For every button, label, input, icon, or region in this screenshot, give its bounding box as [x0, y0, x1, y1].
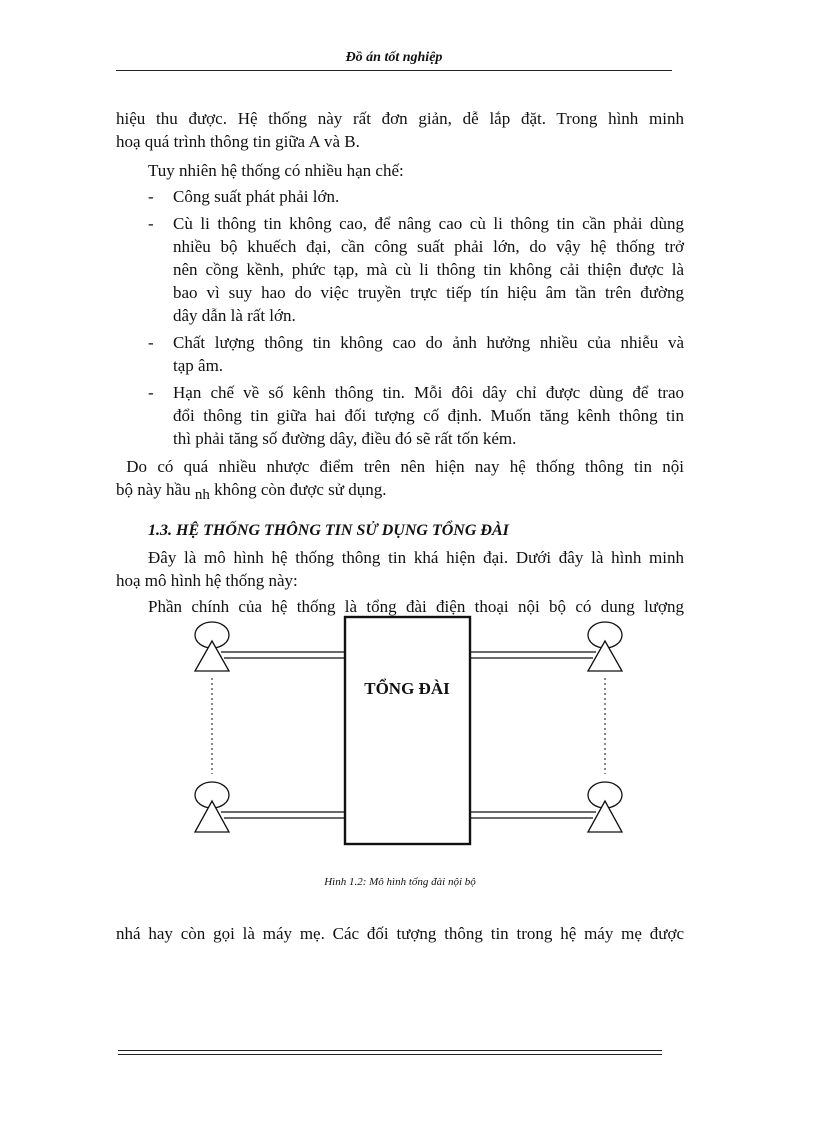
bullet-3-line-2: tạp âm.	[173, 356, 224, 375]
bullet-2-line-2: nhiều bộ khuếch đại, cần công suất phải lớn, do vậy hệ thống trở	[173, 237, 684, 256]
paragraph-3-line-2-end: không còn được sử dụng.	[209, 480, 387, 499]
line-pair-bottom-right	[470, 812, 596, 818]
bullet-dash: -	[148, 333, 154, 352]
line-pair-top-right	[470, 652, 596, 658]
paragraph-3-line-2	[116, 478, 684, 503]
bullet-3-line-1: Chất lượng thông tin không cao do ảnh hưởng nhiều của nhiễu và	[173, 333, 684, 352]
header-rule	[116, 70, 672, 71]
paragraph-3-line-2-start: bộ này hầu	[116, 480, 195, 499]
bullet-dash: -	[148, 214, 154, 233]
bullet-4-line-1: Hạn chế về số kênh thông tin. Mỗi đôi dây chỉ được dùng để trao	[173, 383, 684, 402]
paragraph-5: Phần chính của hệ thống là tổng đài điện thoại nội bộ có dung lượng	[148, 597, 684, 616]
bullet-3	[173, 331, 684, 377]
page-header-title: Đồ án tốt nghiệp	[345, 50, 443, 65]
pbx-box	[345, 617, 470, 844]
paragraph-2: Tuy nhiên hệ thống có nhiều hạn chế:	[148, 161, 404, 180]
paragraph-3-line-1: Do có quá nhiều nhược điểm trên nên hiện nay hệ thống thông tin nội	[116, 457, 684, 476]
paragraph-1-line-2: hoạ quá trình thông tin giữa A và B.	[116, 132, 360, 151]
telephone-icon	[195, 622, 229, 671]
bullet-2-line-5: dây dẫn là rất lớn.	[173, 306, 296, 325]
telephone-icon	[195, 782, 229, 832]
paragraph-4-line-2: hoạ mô hình hệ thống này:	[116, 571, 298, 590]
bullet-2	[173, 212, 684, 327]
bullet-4-line-2: đổi thông tin giữa hai đối tượng cố định. Muốn tăng kênh thông tin	[173, 406, 684, 425]
bullet-dash: -	[148, 187, 154, 206]
bullet-dash: -	[148, 383, 154, 402]
bullet-2-line-1: Cù li thông tin không cao, để nâng cao cù li thông tin cần phải dùng	[173, 214, 684, 233]
telephone-icon	[588, 622, 622, 671]
paragraph-1-line-1: hiệu thu được. Hệ thống này rất đơn giản, dễ lắp đặt. Trong hình minh	[116, 109, 684, 128]
footer-rule	[118, 1050, 662, 1051]
bullet-4-line-3: thì phải tăng số đường dây, điều đó sẽ rất tốn kém.	[173, 429, 517, 448]
bullet-1-line-1: Công suất phát phải lớn.	[173, 187, 340, 206]
telephone-icon	[588, 782, 622, 832]
section-heading: 1.3. HỆ THỐNG THÔNG TIN SỬ DỤNG TỔNG ĐÀI	[148, 522, 509, 539]
pbx-diagram	[180, 612, 640, 852]
figure-caption: Hình 1.2: Mô hình tổng đài nội bộ	[324, 876, 476, 888]
line-pair-top-left	[221, 652, 345, 658]
footer-rule	[118, 1054, 662, 1055]
pbx-label: TỔNG ĐÀI	[364, 679, 450, 698]
bullet-2-line-3: nên cồng kềnh, phức tạp, mà cù li thông tin không cải thiện được là	[173, 260, 684, 279]
bullet-1	[173, 185, 684, 208]
bullet-4	[173, 381, 684, 450]
stray-text-nh: nh	[194, 487, 210, 503]
line-pair-bottom-left	[221, 812, 345, 818]
paragraph-6: nhá hay còn gọi là máy mẹ. Các đối tượng thông tin trong hệ máy mẹ được	[116, 924, 684, 943]
paragraph-4-line-1: Đây là mô hình hệ thống thông tin khá hiện đại. Dưới đây là hình minh	[148, 548, 684, 567]
bullet-2-line-4: bao vì suy hao do việc truyền trực tiếp tín hiệu âm tần trên đường	[173, 283, 684, 302]
